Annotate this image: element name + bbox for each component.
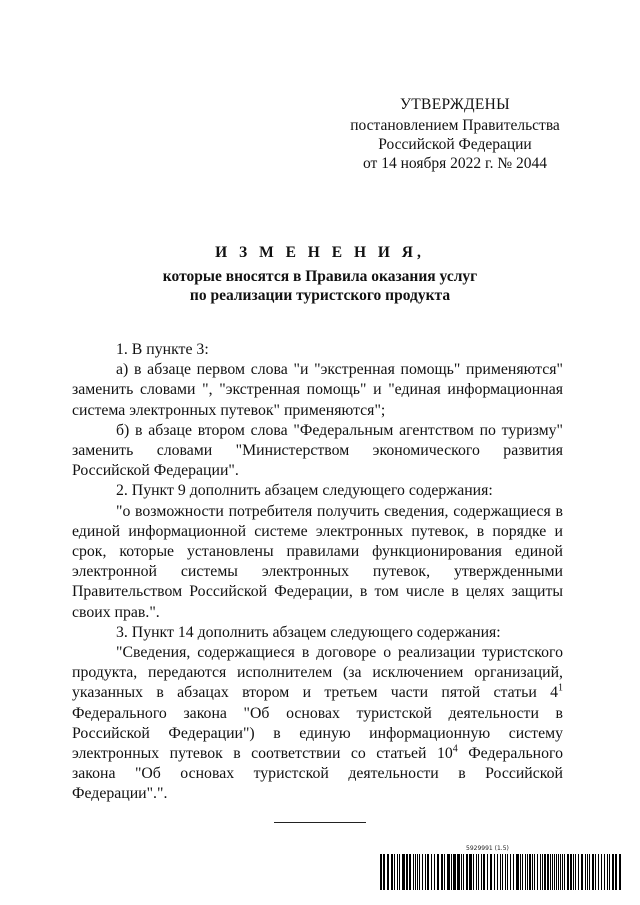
separator-line bbox=[274, 822, 366, 823]
item-3-text-part-b: Федерального закона "Об основах туристской деятельности в Российской Федерации") в единую информационную систему электронных путевок в соответствии со статьей 10 bbox=[72, 704, 563, 763]
approval-line-1: постановлением Правительства bbox=[350, 117, 560, 134]
item-3-heading: 3. Пункт 14 дополнить абзацем следующего содержания: bbox=[116, 623, 501, 641]
subtitle-line-2: по реализации туристского продукта bbox=[189, 287, 451, 304]
approval-line-2: Российской Федерации bbox=[378, 136, 532, 153]
superscript-4: 4 bbox=[452, 743, 458, 755]
superscript-1: 1 bbox=[558, 683, 563, 695]
item-1-subitem-a: а) в абзаце первом слова "и "экстренная помощь" применяются" заменить словами ", "экстренная помощь" и "единая информационная система электронных путевок" применяются"; bbox=[72, 361, 563, 419]
barcode-image bbox=[380, 854, 622, 890]
item-2-text: "о возможности потребителя получить сведения, содержащиеся в единой информационной системе электронных путевок, в порядке и срок, которые установлены правилами функционирования единой электронной системы электронных путевок, утвержденными Правительством Российской Федерации, в том числе в целях защиты своих прав.". bbox=[72, 502, 563, 621]
item-1-heading: 1. В пункте 3: bbox=[116, 341, 209, 358]
item-1-subitem-b: б) в абзаце втором слова "Федеральным агентством по туризму" заменить словами "Министерством экономического развития Российской Федерации". bbox=[72, 421, 563, 480]
item-3-text-part-c: Федерального закона "Об основах туристской деятельности в Российской Федерации".". bbox=[72, 745, 563, 803]
item-3-text bbox=[72, 643, 563, 805]
approval-block bbox=[330, 95, 580, 173]
approval-heading: УТВЕРЖДЕНЫ bbox=[400, 96, 510, 113]
document-body bbox=[72, 340, 563, 805]
barcode-number: 5929991 (1.5) bbox=[466, 845, 509, 852]
item-3-text-part-a: "Сведения, содержащиеся в договоре о реализации туристского продукта, передаются исполнителем (за исключением организаций, указанных в абзацах втором и третьем части пятой статьи 4 bbox=[72, 644, 563, 702]
subtitle-line-1: которые вносятся в Правила оказания услуг bbox=[162, 268, 478, 285]
barcode-block bbox=[380, 845, 622, 893]
document-subtitle bbox=[60, 267, 580, 305]
item-2-heading: 2. Пункт 9 дополнить абзацем следующего содержания: bbox=[116, 482, 493, 500]
approval-line-3: от 14 ноября 2022 г. № 2044 bbox=[363, 155, 547, 172]
document-title: И З М Е Н Е Н И Я, bbox=[215, 244, 425, 261]
